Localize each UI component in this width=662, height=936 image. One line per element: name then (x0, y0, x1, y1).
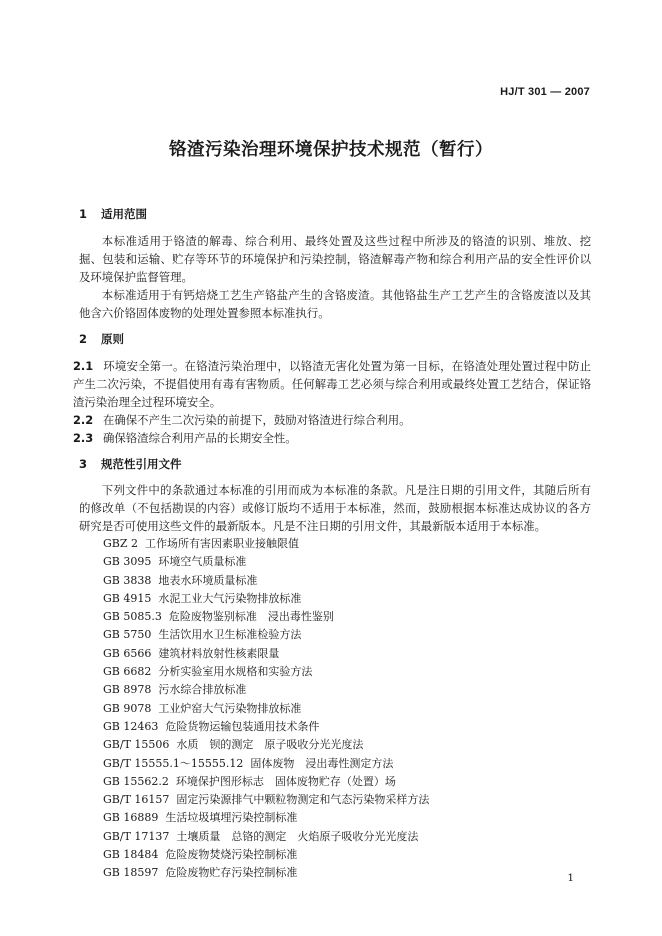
reference-code: GB 9078 (103, 701, 152, 715)
reference-name: 污水综合排放标准 (158, 683, 247, 697)
reference-list (79, 535, 591, 883)
reference-code: GB 5085.3 (103, 610, 162, 624)
reference-code: GB 12463 (103, 719, 159, 733)
reference-name: 危险废物焚烧污染控制标准 (165, 848, 298, 862)
reference-name: 危险废物鉴别标准 浸出毒性鉴别 (168, 610, 334, 624)
section-heading (79, 331, 591, 347)
reference-item (79, 572, 591, 590)
reference-code: GB/T 16157 (103, 793, 170, 807)
reference-item (79, 828, 591, 846)
reference-name: 固体废物 浸出毒性测定方法 (250, 756, 394, 770)
reference-code: GB 5750 (103, 628, 152, 642)
clause-number: 2.3 (73, 431, 94, 445)
reference-code: GBZ 2 (103, 537, 139, 550)
reference-code: GB/T 15506 (103, 738, 170, 752)
reference-name: 分析实验室用水规格和实验方法 (158, 665, 313, 679)
section-heading (79, 456, 591, 472)
standard-code: HJ/T 301 — 2007 (500, 86, 590, 98)
document-body (73, 206, 591, 883)
paragraph: 下列文件中的条款通过本标准的引用而成为本标准的条款。凡是注日期的引用文件，其随后所有的修改单（不包括勘误的内容）或修订版均不适用于本标准，然而，鼓励根据本标准达成协议的各方研究是否可使用这些文件的最新版本。凡是不注日期的引用文件，其最新版本适用于本标准。 (79, 483, 591, 533)
reference-name: 生活饮用水卫生标准检验方法 (158, 628, 302, 642)
reference-code: GB 3838 (103, 573, 152, 587)
reference-name: 土壤质量 总铬的测定 火焰原子吸收分光光度法 (176, 829, 419, 843)
reference-code: GB/T 15555.1～15555.12 (103, 756, 244, 770)
reference-item (79, 700, 591, 718)
reference-code: GB 6566 (103, 646, 152, 660)
reference-item (79, 736, 591, 754)
reference-item (79, 773, 591, 791)
reference-code: GB/T 17137 (103, 829, 170, 843)
reference-code: GB 4915 (103, 591, 152, 605)
reference-item (79, 608, 591, 626)
section-number: 3 (79, 457, 88, 471)
reference-item (79, 791, 591, 809)
clause-number: 2.1 (73, 359, 94, 373)
clause-text: 在确保不产生二次污染的前提下，鼓励对铬渣进行综合利用。 (103, 413, 411, 427)
clause-item (73, 411, 591, 429)
reference-item (79, 755, 591, 773)
reference-name: 工作场所有害因素职业接触限值 (145, 537, 300, 550)
reference-code: GB 18597 (103, 866, 159, 880)
reference-code: GB 8978 (103, 683, 152, 697)
reference-item (79, 553, 591, 571)
section-normative-references (79, 456, 591, 883)
reference-code: GB 15562.2 (103, 774, 169, 788)
reference-item (79, 590, 591, 608)
reference-item (79, 663, 591, 681)
reference-code: GB 18484 (103, 848, 159, 862)
section-scope (79, 206, 591, 322)
reference-name: 水质 钡的测定 原子吸收分光光度法 (176, 738, 364, 752)
clause-text: 环境安全第一。在铬渣污染治理中，以铬渣无害化处置为第一目标，在铬渣处理处置过程中防止产生二次污染，不提倡使用有毒有害物质。任何解毒工艺必须与综合利用或最终处置工艺结合，保证铬渣污染治理全过程环境安全。 (73, 359, 591, 409)
reference-item (79, 846, 591, 864)
reference-code: GB 3095 (103, 555, 152, 569)
reference-item (79, 718, 591, 736)
paragraph: 本标准适用于铬渣的解毒、综合利用、最终处置及这些过程中所涉及的铬渣的识别、堆放、挖掘、包装和运输、贮存等环节的环境保护和污染控制，铬渣解毒产物和综合利用产品的安全性评价以及环境保护监督管理。 (79, 234, 591, 284)
section-title: 原则 (101, 332, 124, 346)
reference-item (79, 681, 591, 699)
clause-number: 2.2 (73, 413, 94, 427)
section-title: 适用范围 (101, 207, 147, 221)
reference-name: 环境保护图形标志 固体废物贮存（处置）场 (175, 774, 396, 788)
document-title: 铬渣污染治理环境保护技术规范（暂行） (169, 140, 493, 160)
clause-item (73, 357, 591, 411)
paragraph: 本标准适用于有钙焙烧工艺生产铬盐产生的含铬废渣。其他铬盐生产工艺产生的含铬废渣以及其他含六价铬固体废物的处理处置参照本标准执行。 (79, 288, 591, 320)
section-heading (79, 206, 591, 222)
clause-text: 确保铬渣综合利用产品的长期安全性。 (103, 431, 297, 445)
reference-name: 工业炉窑大气污染物排放标准 (158, 701, 302, 715)
reference-item (79, 535, 591, 553)
reference-item (79, 809, 591, 827)
section-number: 2 (79, 332, 88, 346)
reference-name: 危险货物运输包装通用技术条件 (165, 719, 320, 733)
section-number: 1 (79, 207, 88, 221)
reference-name: 环境空气质量标准 (158, 555, 247, 569)
reference-name: 固定污染源排气中颗粒物测定和气态污染物采样方法 (176, 793, 430, 807)
reference-item (79, 864, 591, 882)
reference-name: 生活垃圾填埋污染控制标准 (165, 811, 298, 825)
clause-item (73, 429, 591, 447)
reference-name: 地表水环境质量标准 (158, 573, 258, 587)
reference-name: 水泥工业大气污染物排放标准 (158, 591, 302, 605)
page-number: 1 (567, 872, 574, 884)
reference-item (79, 645, 591, 663)
reference-code: GB 16889 (103, 811, 159, 825)
reference-name: 危险废物贮存污染控制标准 (165, 866, 298, 880)
reference-item (79, 626, 591, 644)
reference-code: GB 6682 (103, 665, 152, 679)
reference-name: 建筑材料放射性核素限量 (158, 646, 280, 660)
section-principles (73, 331, 591, 447)
section-title: 规范性引用文件 (101, 457, 182, 471)
